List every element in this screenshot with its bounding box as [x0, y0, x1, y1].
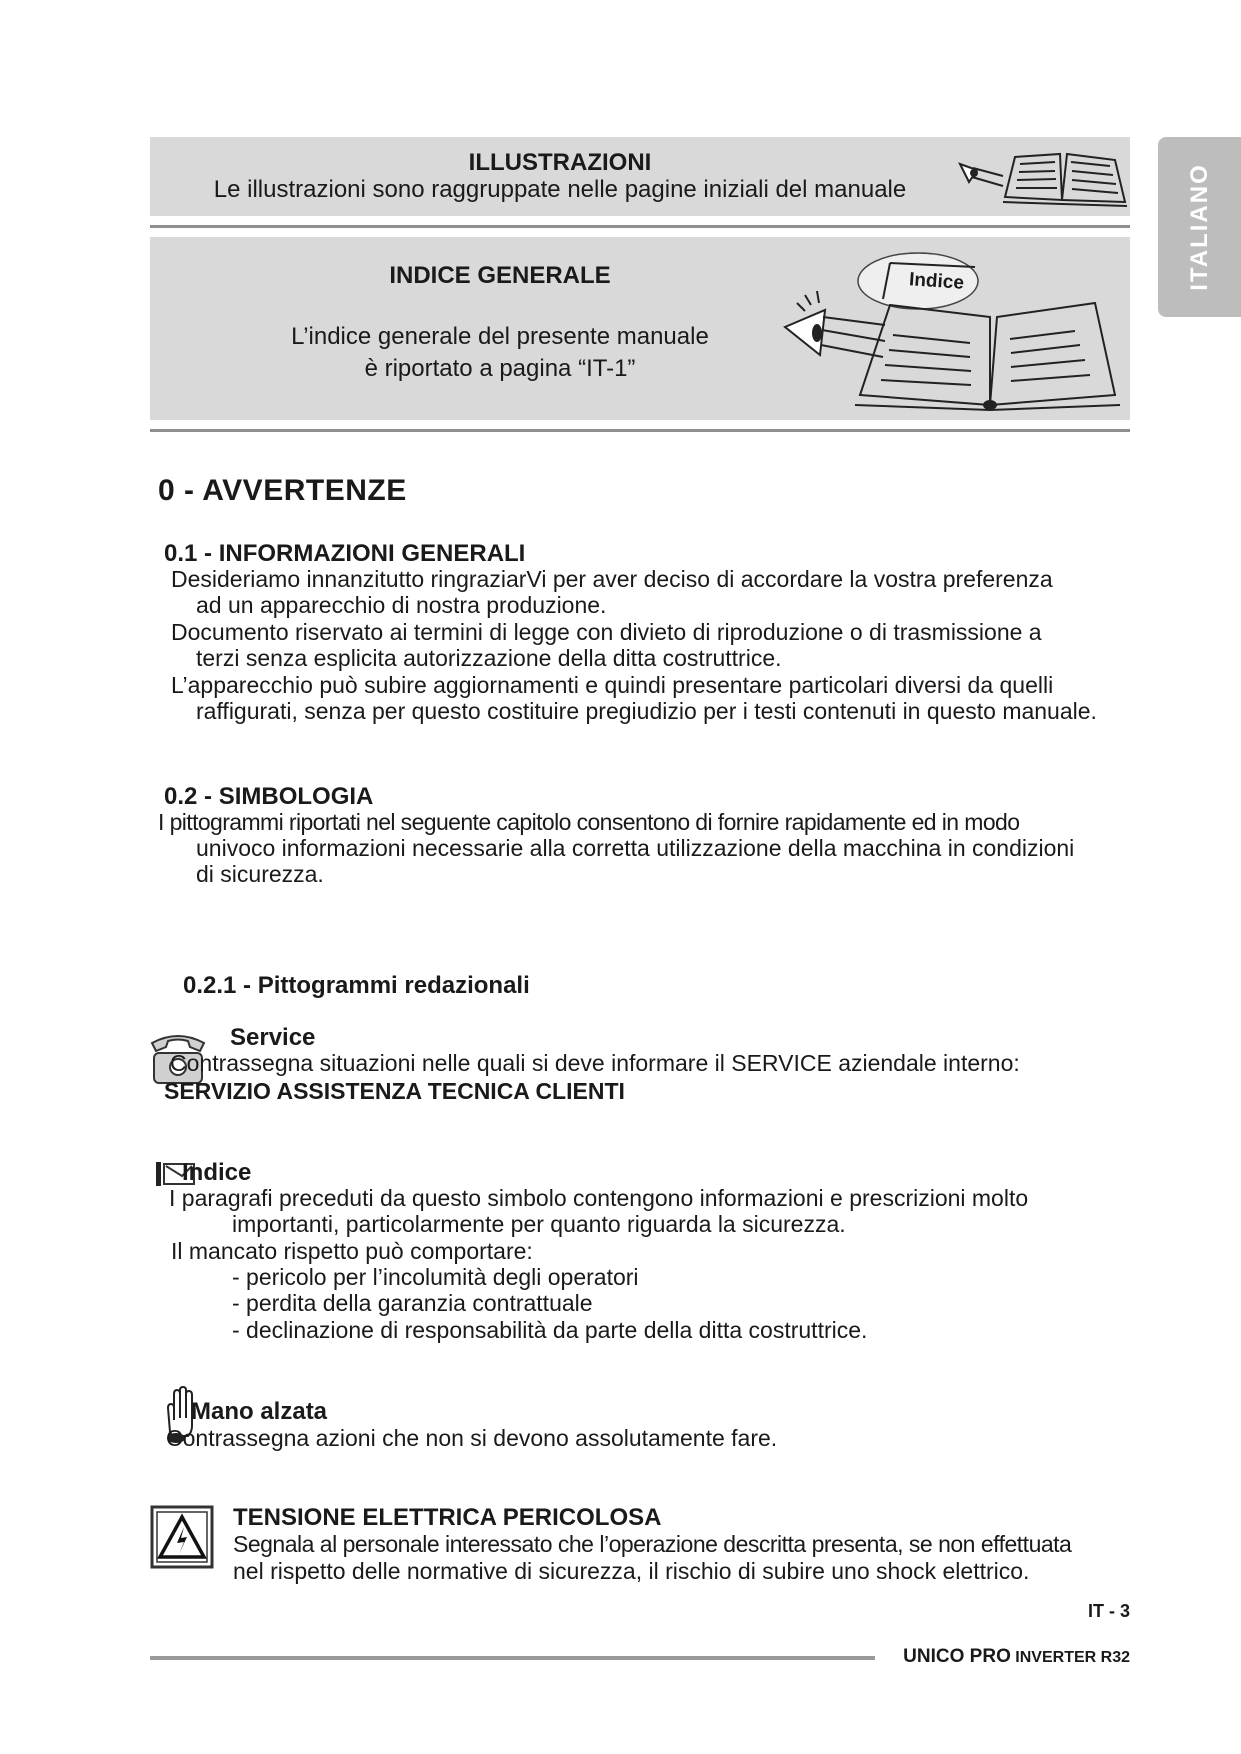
language-tab: [1158, 137, 1241, 317]
index-book-icon: [775, 245, 1125, 415]
divider-bottom: [150, 429, 1130, 432]
mano-alzata-title: Mano alzata: [191, 1398, 328, 1425]
language-tab-label: ITALIANO: [1185, 163, 1213, 291]
s01-line: Desideriamo innanzitutto ringraziarVi per aver deciso di accordare la vostra preferenza: [171, 566, 1053, 592]
tensione-title: TENSIONE ELETTRICA PERICOLOSA: [233, 1504, 662, 1531]
section-0-1-title: 0.1 - INFORMAZIONI GENERALI: [164, 540, 526, 567]
s01-line: L’apparecchio può subire aggiornamenti e quindi presentare particolari diversi da quelli: [171, 672, 1054, 698]
electric-hazard-icon: [150, 1505, 214, 1569]
tensione-line2: nel rispetto delle normative di sicurezza, il rischio di subire uno shock elettrico.: [233, 1558, 1030, 1584]
section-0-2-title: 0.2 - SIMBOLOGIA: [164, 783, 374, 810]
s02-line: I pittogrammi riportati nel seguente capitolo consentono di fornire rapidamente ed in modo: [158, 809, 1020, 835]
footer-product-name: UNICO PRO: [903, 1646, 1011, 1667]
s01-line: ad un apparecchio di nostra produzione.: [196, 592, 607, 618]
section-0-title: 0 - AVVERTENZE: [158, 474, 407, 507]
page-number: IT - 3: [1087, 1601, 1130, 1621]
section-0-2-1-title: 0.2.1 - Pittogrammi redazionali: [183, 972, 530, 999]
footer-product: [880, 1646, 1130, 1668]
s02-line: di sicurezza.: [196, 861, 324, 887]
mano-alzata-text: Contrassegna azioni che non si devono assolutamente fare.: [166, 1425, 778, 1451]
indice-line: importanti, particolarmente per quanto riguarda la sicurezza.: [232, 1211, 846, 1237]
footer-product-model: INVERTER R32: [1010, 1649, 1130, 1666]
s02-line: univoco informazioni necessarie alla corretta utilizzazione della macchina in condizioni: [196, 835, 1075, 861]
indice-generale-line1: L’indice generale del presente manuale: [291, 323, 709, 350]
s01-line: Documento riservato ai termini di legge con divieto di riproduzione o di trasmissione a: [171, 619, 1042, 645]
s01-line: terzi senza esplicita autorizzazione della ditta costruttrice.: [196, 645, 782, 671]
indice-list-item: - pericolo per l’incolumità degli operatori: [232, 1264, 639, 1290]
indice-title: Indice: [182, 1159, 252, 1186]
divider-top: [150, 225, 1130, 228]
open-book-icon: [955, 142, 1130, 212]
service-bold-text: SERVIZIO ASSISTENZA TECNICA CLIENTI: [164, 1078, 625, 1104]
service-text: Contrassegna situazioni nelle quali si deve informare il SERVICE aziendale interno:: [170, 1050, 1020, 1076]
indice-line: I paragrafi preceduti da questo simbolo contengono informazioni e prescrizioni molto: [169, 1185, 1029, 1211]
indice-line: Il mancato rispetto può comportare:: [171, 1238, 533, 1264]
illustrazioni-text: Le illustrazioni sono raggruppate nelle pagine iniziali del manuale: [213, 176, 907, 203]
indice-generale-line2: è riportato a pagina “IT-1”: [364, 355, 636, 382]
indice-list-item: - perdita della garanzia contrattuale: [232, 1290, 593, 1316]
s01-line: raffigurati, senza per questo costituire pregiudizio per i testi contenuti in questo manuale.: [196, 698, 1097, 724]
index-bubble-label: Indice: [908, 269, 965, 294]
illustrazioni-title: ILLUSTRAZIONI: [468, 149, 652, 176]
indice-generale-title: INDICE GENERALE: [389, 262, 611, 289]
tensione-line1: Segnala al personale interessato che l’operazione descritta presenta, se non effettuata: [233, 1531, 1072, 1557]
service-title: Service: [230, 1024, 316, 1051]
footer-line: [150, 1656, 875, 1660]
indice-list-item: - declinazione di responsabilità da parte della ditta costruttrice.: [232, 1317, 868, 1343]
